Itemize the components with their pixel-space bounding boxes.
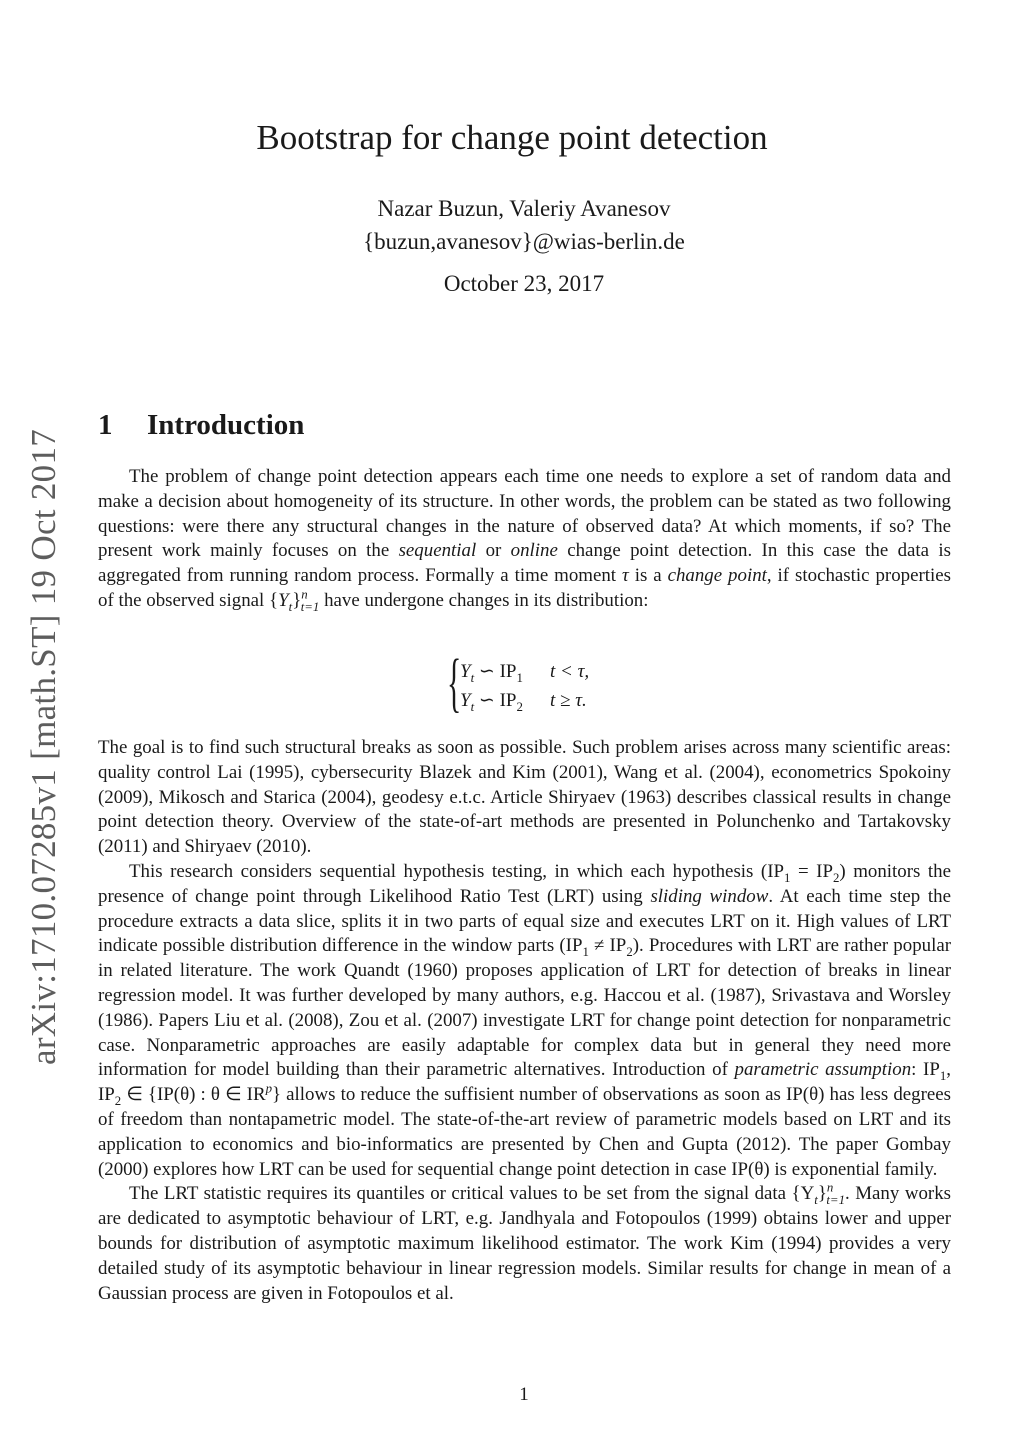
page-number: 1 [519, 1384, 529, 1405]
author-names: Nazar Buzun, Valeriy Avanesov [377, 196, 671, 221]
section-number: 1 [98, 409, 113, 441]
arxiv-identifier-stamp: arXiv:1710.07285v1 [math.ST] 19 Oct 2017 [24, 428, 63, 1065]
intro-paragraph-2: The goal is to find such structural breaks as soon as possible. Such problem arises across many scientific areas: quality control Lai (1995), cybersecurity Blazek and Kim (2001), Wang et al. (2004), econometrics Spokoiny (2009), Mikosch and Starica (2004), geodesy e.t.c. Article Shiryaev (1963) describes classical results in change point detection theory. Overview of the state-of-art methods are presented in Polunchenko and Tartakovsky (2011) and Shiryaev (2010). [98, 737, 951, 858]
intro-paragraph-4: The LRT statistic requires its quantiles or critical values to be set from the signal data $\{Y_t\}^n_{t=1}$. Many works are dedicated to asymptotic behaviour of LRT, e.g. Jandhyala and Fotopoulos (1999) obtains lower and upper bounds for distribution of asymptotic maximum likelihood estimator. The work Kim (1994) provides a very detailed study of its asymptotic behaviour in linear regression models. Similar results for change in mean of a Gaussian process are given in Fotopoulos et al. [98, 1181, 951, 1304]
section-title: Introduction [147, 409, 305, 441]
intro-paragraph-3: This research considers sequential hypothesis testing, in which each hypothesis $(IP_1 = IP_2)$ monitors the presence of change point through Likelihood Ratio Test (LRT) using sliding window. At each time step the procedure extracts a data slice, splits it in two parts of equal size and executes LRT on it. High values of LRT indicate possible distribution difference in the window parts $(IP_1 \ne IP_2)$. Procedures with LRT are rather popular in related literature. The work Quandt (1960) proposes application of LRT for detection of breaks in linear regression model. It was further developed by many authors, e.g. Haccou et al. (1987), Srivastava and Worsley (1986). Papers Liu et al. (2008), Zou et al. (2007) investigate LRT for change point detection for nonparametric case. Nonparametric approaches are easily adaptable for complex data but in general they need more information for model building than their parametric alternatives. Introduction of parametric assumption: $IP_1$, $IP_2$ ∈ {IP(θ) : θ ∈ $IR^p$} allows to reduce the suffisient number of observations as soon as IP(θ) has less degrees of freedom than nontapametric model. The state-of-the-art review of parametric models based on LRT and its application to economics and bio-informatics are presented by Chen and Gupta (2012). The paper Gombay (2000) explores how LRT can be used for sequential change point detection in case IP(θ) is exponential family. [98, 860, 952, 1180]
paper-date: October 23, 2017 [443, 271, 605, 296]
author-emails: {buzun,avanesov}@wias-berlin.de [363, 229, 685, 254]
intro-paragraph-1: The problem of change point detection appears each time one needs to explore a set of random data and make a decision about homogeneity of its structure. In other words, the problem can be stated as two following questions: were there any structural changes in the nature of observed data? At which moments, if so? The present work mainly focuses on the sequential or online change point detection. In this case the data is aggregated from running random process. Formally a time moment τ is a change point, if stochastic properties of the observed signal $\{Y_t\}^n_{t=1}$ have undergone changes in its distribution: [98, 466, 951, 614]
left-brace: { [447, 646, 462, 719]
equation-row-before-change: $Y_t$ ∽ $IP_1$ t < τ, [460, 661, 590, 685]
intro-body-continued [98, 736, 951, 1306]
section-heading-introduction [98, 409, 304, 442]
author-block [0, 192, 1024, 258]
paper-title: Bootstrap for change point detection [256, 118, 768, 157]
equation-row-after-change: $Y_t$ ∽ $IP_2$ t ≥ τ. [460, 690, 587, 714]
